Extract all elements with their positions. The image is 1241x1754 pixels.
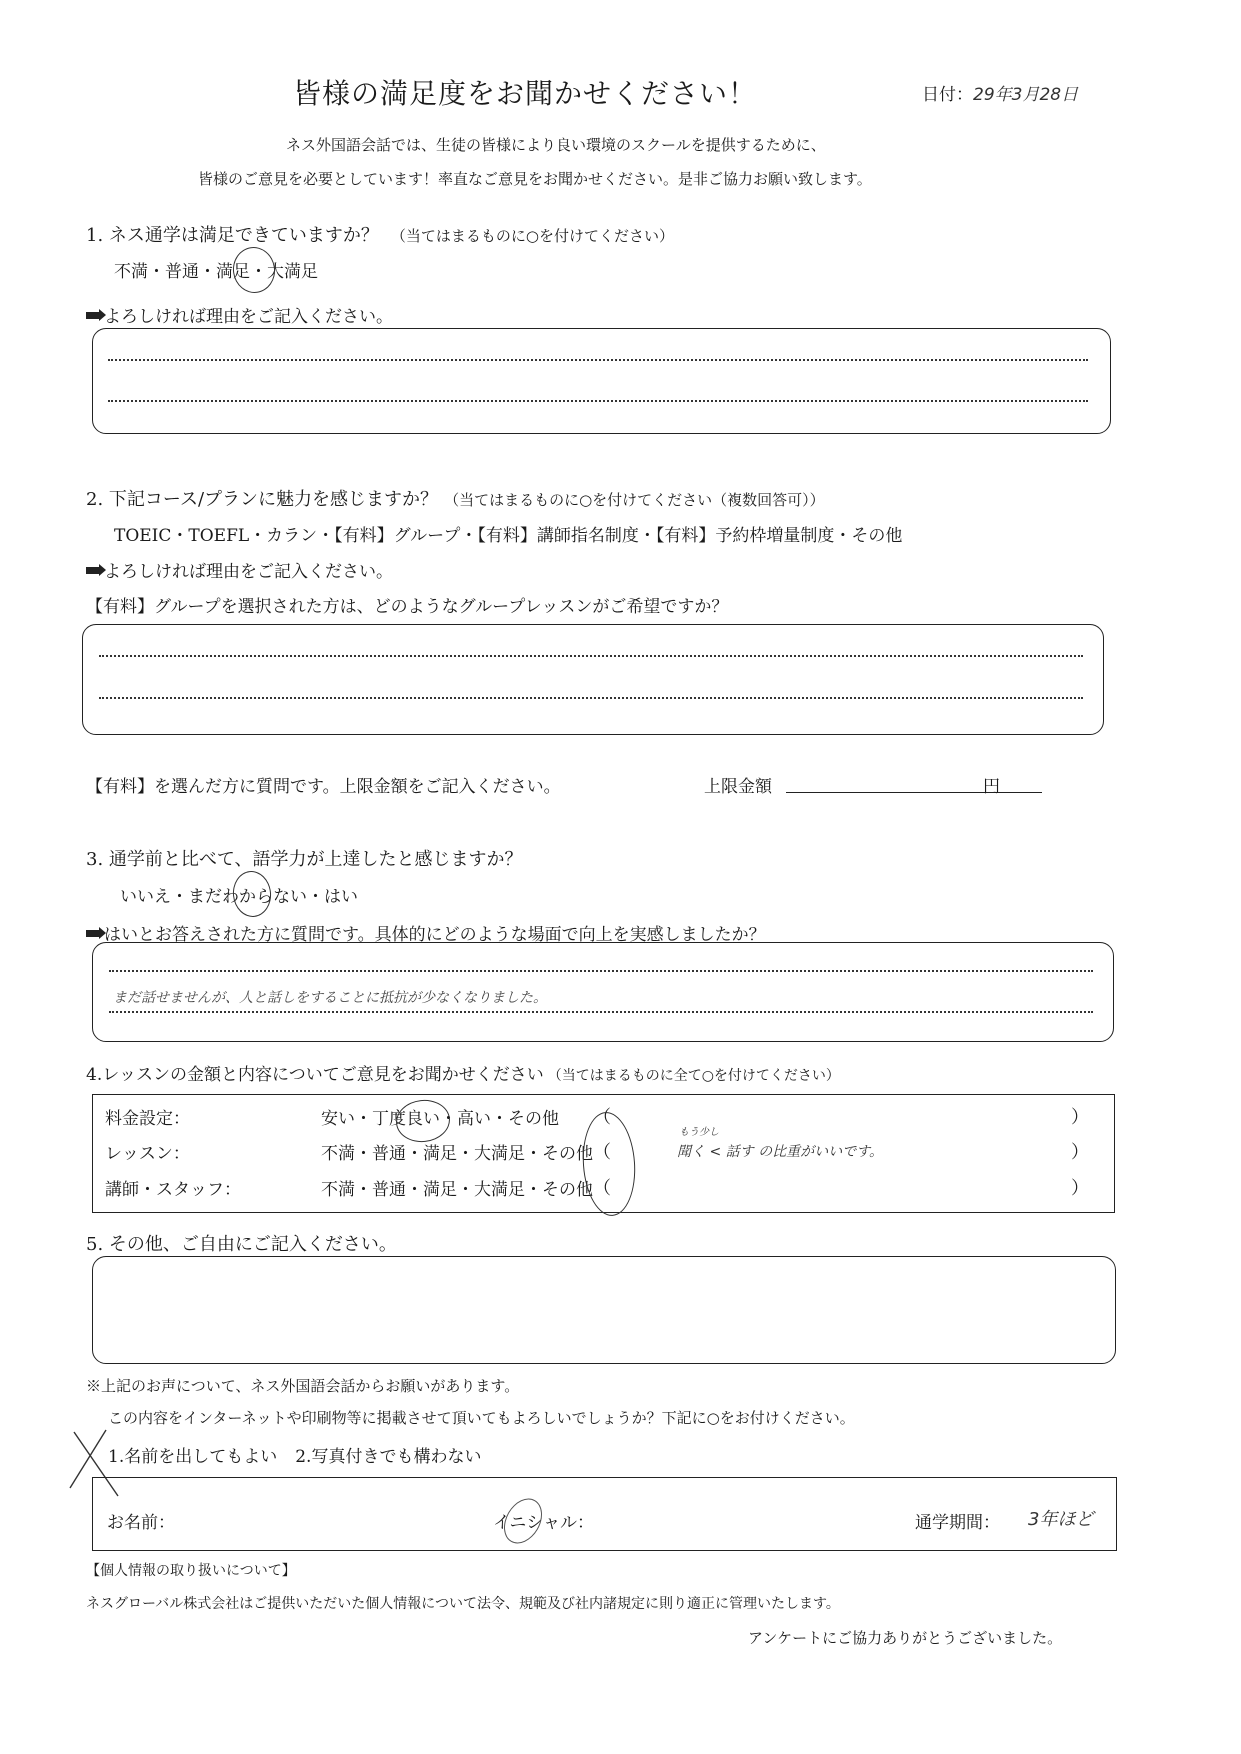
open-paren: （ xyxy=(593,1178,611,1199)
q2-limit-prompt: 【有料】を選んだ方に質問です。上限金額をご記入ください。 xyxy=(86,777,561,797)
close-paren: ） xyxy=(1071,1142,1089,1163)
q3-question: 3. 通学前と比べて、語学力が上達したと感じますか？ xyxy=(86,849,523,870)
answer-line xyxy=(109,1011,1093,1013)
close-paren: ） xyxy=(1071,1107,1089,1128)
date-value[interactable]: 29年3月28日 xyxy=(973,85,1079,105)
q4-row-label: 料金設定： xyxy=(105,1109,190,1129)
separator: ・ xyxy=(171,887,188,907)
q2-limit-label: 上限金額 xyxy=(704,777,772,797)
q2-limit-unit: 円 xyxy=(983,777,1000,797)
q4-question-text: 4.レッスンの金額と内容についてご意見をお聞かせください xyxy=(86,1065,544,1085)
name-label: お名前： xyxy=(107,1513,175,1533)
q1-options xyxy=(114,257,318,282)
q2-question-text: 2. 下記コース/プランに魅力を感じますか？ xyxy=(86,489,439,510)
separator: ・ xyxy=(199,262,216,282)
q2-reason-text: よろしければ理由をご記入ください。 xyxy=(104,562,393,582)
selection-circle xyxy=(231,869,274,919)
consent-question: この内容をインターネットや印刷物等に掲載させて頂いてもよろしいでしょうか？下記に○をお付けください。 xyxy=(108,1409,855,1427)
q4-instruction: （当てはまるものに全て○を付けてください） xyxy=(547,1068,840,1084)
q3-option-selected[interactable]: はい xyxy=(324,887,358,907)
open-paren: （ xyxy=(593,1142,611,1163)
q4-row-label: 講師・スタッフ： xyxy=(105,1180,241,1200)
q2-group-prompt: 【有料】グループを選択された方は、どのようなグループレッスンがご希望ですか？ xyxy=(86,597,729,617)
answer-line xyxy=(108,400,1088,402)
thanks-message: アンケートにご協力ありがとうございました。 xyxy=(748,1629,1063,1647)
date-field xyxy=(922,80,1078,105)
q1-option[interactable]: 普通 xyxy=(165,262,199,282)
q4-row-note-above: もう少し xyxy=(679,1127,719,1138)
arrow-right-icon xyxy=(86,567,100,574)
q4-row-label: レッスン： xyxy=(105,1144,190,1164)
privacy-heading: 【個人情報の取り扱いについて】 xyxy=(86,1563,296,1579)
q4-row-options[interactable]: 不満・普通・満足・大満足・その他 xyxy=(321,1180,593,1200)
q4-question xyxy=(86,1060,840,1085)
period-input[interactable]: 3年ほど xyxy=(1028,1509,1094,1530)
answer-line xyxy=(108,359,1088,361)
q2-reason-prompt xyxy=(86,557,393,582)
selection-circle xyxy=(230,244,278,295)
consent-notice: ※上記のお声について、ネス外国語会話からお願いがあります。 xyxy=(86,1377,520,1395)
open-paren: （ xyxy=(593,1107,611,1128)
q1-option[interactable]: 大満足 xyxy=(267,262,318,282)
consent-options xyxy=(108,1442,481,1467)
answer-line xyxy=(109,970,1093,972)
q1-reason-text: よろしければ理由をご記入ください。 xyxy=(104,307,393,327)
period-label: 通学期間： xyxy=(915,1513,1000,1533)
answer-line xyxy=(99,697,1083,699)
intro-line-1: ネス外国語会話では、生徒の皆様により良い環境のスクールを提供するために、 xyxy=(286,136,826,154)
identity-box xyxy=(92,1477,1117,1551)
q4-row-note[interactable]: 聞く < 話す の比重がいいです。 xyxy=(677,1144,883,1160)
separator: ・ xyxy=(148,262,165,282)
separator: ・ xyxy=(250,262,267,282)
q1-option[interactable]: 不満 xyxy=(114,262,148,282)
q4-row-options[interactable]: 安い・丁度良い・高い・その他 xyxy=(321,1109,559,1129)
consent-option-2[interactable]: 2.写真付きでも構わない xyxy=(295,1447,482,1467)
initial-label: イニシャル： xyxy=(493,1513,594,1533)
close-paren: ） xyxy=(1071,1178,1089,1199)
q2-question xyxy=(86,485,825,511)
limit-underline xyxy=(786,792,1042,793)
q3-followup-text: はいとお答えされた方に質問です。具体的にどのような場面で向上を実感しましたか？ xyxy=(104,925,766,945)
q2-answer-box[interactable] xyxy=(82,624,1104,735)
q2-instruction: （当てはまるものに○を付けてください（複数回答可）） xyxy=(444,491,825,509)
q1-answer-box[interactable] xyxy=(92,328,1111,434)
q3-option[interactable]: いいえ xyxy=(120,887,171,907)
q3-option[interactable]: まだわからない xyxy=(188,887,307,907)
arrow-right-icon xyxy=(86,312,100,319)
q1-option-selected[interactable]: 満足 xyxy=(216,262,250,282)
q1-instruction: （当てはまるものに○を付けてください） xyxy=(390,227,674,245)
q3-answer[interactable]: まだ話せませんが、人と話しをすることに抵抗が少なくなりました。 xyxy=(113,990,547,1006)
q3-answer-box[interactable] xyxy=(92,942,1114,1042)
q1-question xyxy=(86,221,674,247)
separator: ・ xyxy=(307,887,324,907)
q1-question-text: 1. ネス通学は満足できていますか？ xyxy=(86,225,379,246)
q1-reason-prompt xyxy=(86,302,393,327)
arrow-right-icon xyxy=(86,930,100,937)
q2-options[interactable]: TOEIC・TOEFL・カラン・【有料】グループ・【有料】講師指名制度・【有料】予約枠増量制度・その他 xyxy=(114,526,903,546)
q5-answer-box[interactable] xyxy=(92,1256,1116,1364)
consent-option-1[interactable]: 1.名前を出してもよい xyxy=(108,1447,278,1467)
q5-question: 5. その他、ご自由にご記入ください。 xyxy=(86,1234,397,1255)
page-title: 皆様の満足度をお聞かせください！ xyxy=(293,77,758,110)
intro-line-2: 皆様のご意見を必要としています！率直なご意見をお聞かせください。是非ご協力お願い致します。 xyxy=(198,170,872,188)
date-label: 日付： xyxy=(922,85,973,105)
privacy-text: ネスグローバル株式会社はご提供いただいた個人情報について法令、規範及び社内諸規定に則り適正に管理いたします。 xyxy=(86,1596,840,1612)
q4-row-options[interactable]: 不満・普通・満足・大満足・その他 xyxy=(321,1144,593,1164)
answer-line xyxy=(99,655,1083,657)
